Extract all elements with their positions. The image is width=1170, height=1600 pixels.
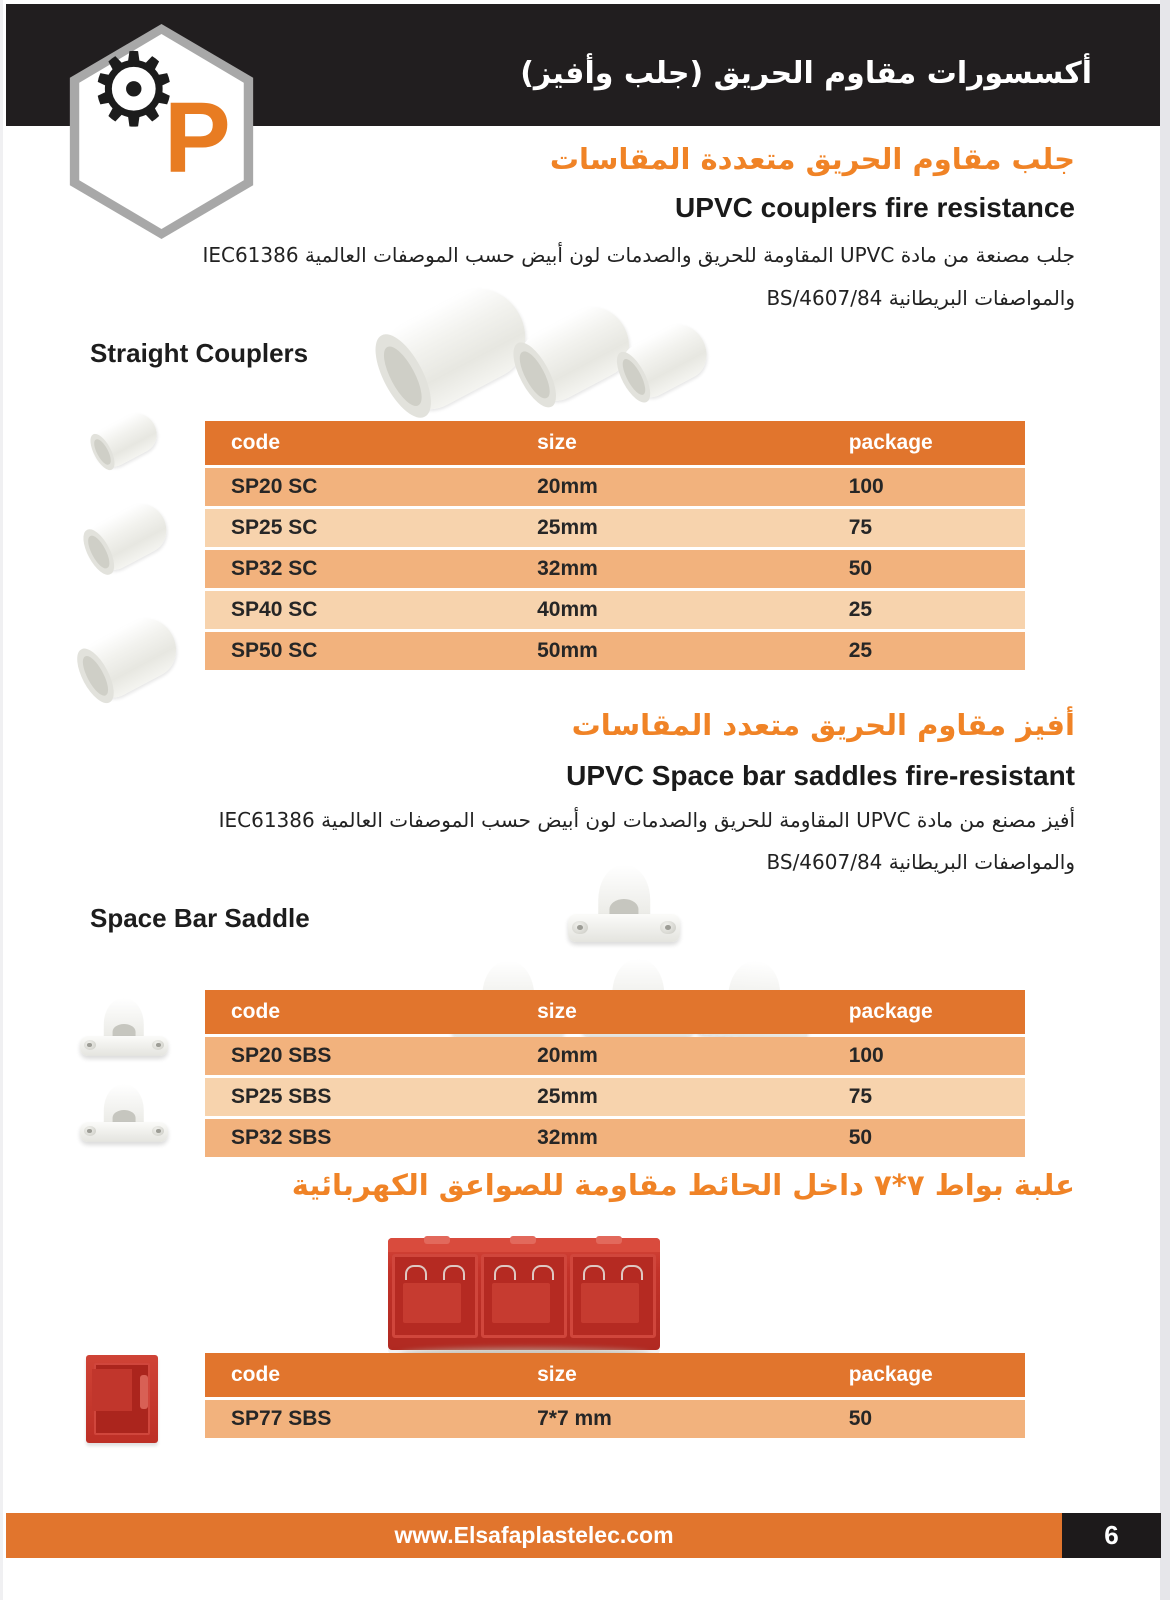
- cell-code: SP32 SC: [231, 557, 318, 580]
- cell-size: 40mm: [537, 598, 598, 621]
- table-header-row: [205, 990, 1025, 1034]
- page-edge-right: [1160, 0, 1170, 1600]
- saddles-table: [205, 990, 1025, 1157]
- company-logo: [64, 24, 259, 239]
- saddle-thumb-1: [80, 992, 168, 1056]
- cell-code: SP25 SBS: [231, 1085, 332, 1108]
- couplers-table: [205, 421, 1025, 670]
- table-row: [205, 550, 1025, 588]
- col-header-size: size: [537, 431, 577, 454]
- logo-letter-p: P: [164, 82, 231, 194]
- table-row: [205, 1037, 1025, 1075]
- cell-size: 20mm: [537, 475, 598, 498]
- cell-size: 20mm: [537, 1044, 598, 1067]
- page-number: 6: [1062, 1513, 1161, 1558]
- section3-title-arabic: علبة بواط ٧*٧ داخل الحائط مقاومة للصواعق الكهربائية: [291, 1168, 1075, 1202]
- section2-title-arabic: أفيز مقاوم الحريق متعدد المقاسات: [571, 708, 1075, 742]
- table-row: [205, 632, 1025, 670]
- page-title: أكسسورات مقاوم الحريق (جلب وأفيز): [520, 56, 1092, 91]
- col-header-code: code: [231, 1363, 281, 1386]
- table-header-row: [205, 1353, 1025, 1397]
- footer-bar: [6, 1513, 1062, 1558]
- cell-size: 32mm: [537, 557, 598, 580]
- page-edge-left: [0, 0, 3, 1600]
- table-row: [205, 1400, 1025, 1438]
- table-row: [205, 1119, 1025, 1157]
- cell-package: 100: [848, 1044, 884, 1067]
- section1-description-line1: جلب مصنعة من مادة UPVC المقاومة للحريق والصدمات لون أبيض حسب الموصفات العالمية IEC61386: [202, 243, 1075, 267]
- table-header-row: [205, 421, 1025, 465]
- table-row: [205, 591, 1025, 629]
- saddle-thumb-2: [80, 1078, 168, 1142]
- wall-box-table: [205, 1353, 1025, 1438]
- cell-size: 25mm: [537, 516, 598, 539]
- section1-title-arabic: جلب مقاوم الحريق متعددة المقاسات: [549, 142, 1075, 176]
- footer-website-url: www.Elsafaplastelec.com: [394, 1522, 674, 1548]
- saddle-image-top: [568, 856, 680, 942]
- col-header-code: code: [231, 431, 281, 454]
- cell-code: SP40 SC: [231, 598, 318, 621]
- cell-package: 50: [848, 1407, 873, 1430]
- coupler-image-small: [612, 316, 716, 407]
- table-row: [205, 509, 1025, 547]
- section2-description-line1: أفيز مصنع من مادة UPVC المقاومة للحريق والصدمات لون أبيض حسب الموصفات العالمية IEC61386: [218, 808, 1075, 832]
- cell-package: 100: [848, 475, 884, 498]
- coupler-thumb-2: [79, 496, 175, 579]
- cell-code: SP50 SC: [231, 639, 318, 662]
- col-header-code: code: [231, 1000, 281, 1023]
- cell-code: SP25 SC: [231, 516, 318, 539]
- section2-product-label: Space Bar Saddle: [90, 903, 310, 933]
- col-header-package: package: [848, 1000, 933, 1023]
- col-header-size: size: [537, 1363, 577, 1386]
- col-header-package: package: [848, 1363, 933, 1386]
- cell-code: SP32 SBS: [231, 1126, 332, 1149]
- table-row: [205, 468, 1025, 506]
- cell-code: SP20 SBS: [231, 1044, 332, 1067]
- cell-code: SP20 SC: [231, 475, 318, 498]
- cell-size: 50mm: [537, 639, 598, 662]
- col-header-package: package: [848, 431, 933, 454]
- section1-description-line2: والمواصفات البريطانية BS/4607/84: [766, 286, 1075, 310]
- cell-size: 7*7 mm: [537, 1407, 612, 1430]
- cell-package: 25: [848, 639, 873, 662]
- cell-package: 50: [848, 1126, 873, 1149]
- cell-size: 32mm: [537, 1126, 598, 1149]
- coupler-thumb-3: [72, 609, 187, 708]
- section2-description-line2: والمواصفات البريطانية BS/4607/84: [766, 850, 1075, 874]
- cell-package: 25: [848, 598, 873, 621]
- coupler-thumb-1: [86, 407, 163, 473]
- section2-title-english: UPVC Space bar saddles fire-resistant: [566, 760, 1075, 791]
- section1-product-label: Straight Couplers: [90, 338, 309, 368]
- gear-icon: ⚙: [88, 31, 180, 150]
- wall-box-image: [388, 1238, 660, 1350]
- section1-title-english: UPVC couplers fire resistance: [675, 192, 1075, 223]
- col-header-size: size: [537, 1000, 577, 1023]
- cell-package: 50: [848, 557, 873, 580]
- wall-box-thumb: [86, 1355, 158, 1443]
- cell-package: 75: [848, 1085, 873, 1108]
- table-row: [205, 1078, 1025, 1116]
- cell-package: 75: [848, 516, 873, 539]
- cell-code: SP77 SBS: [231, 1407, 332, 1430]
- cell-size: 25mm: [537, 1085, 598, 1108]
